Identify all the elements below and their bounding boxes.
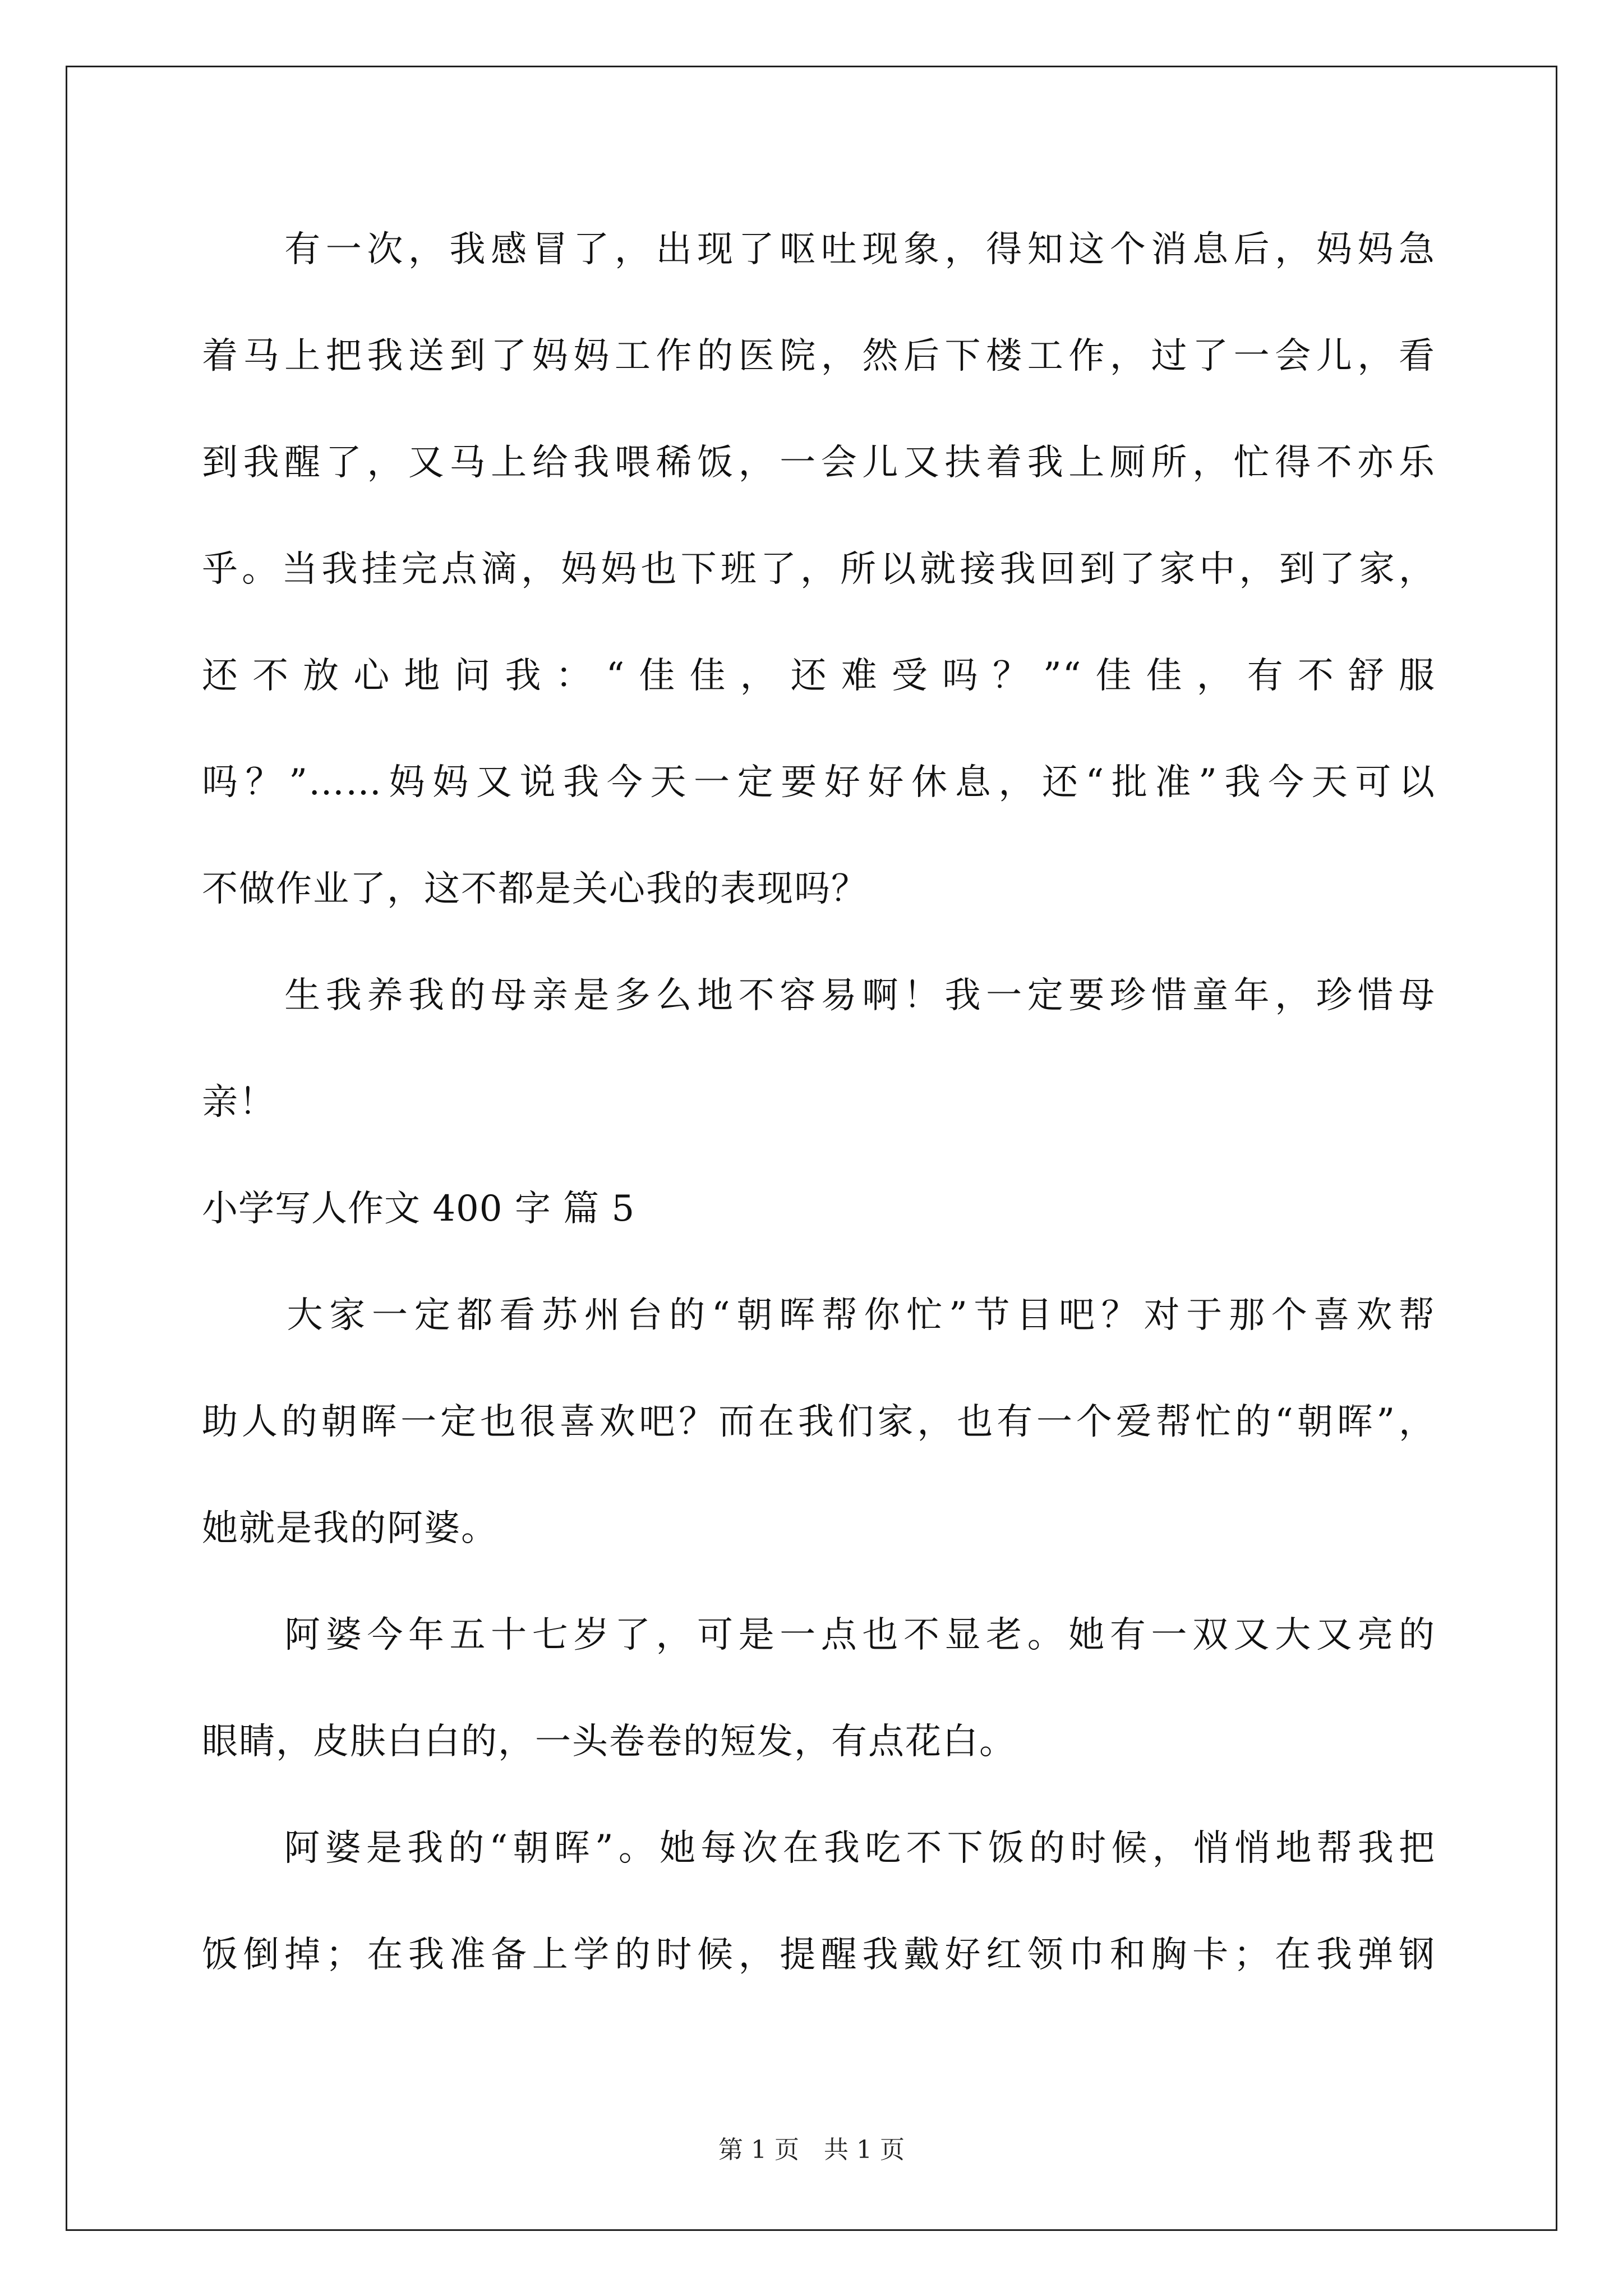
text-line: 助人的朝晖一定也很喜欢吧？而在我们家，也有一个爱帮忙的“朝晖”，	[202, 1401, 1436, 1443]
text-line: 饭倒掉；在我准备上学的时候，提醒我戴好红领巾和胸卡；在我弹钢	[202, 1934, 1436, 1976]
page-border	[66, 66, 1557, 2231]
text-line: 阿婆今年五十七岁了，可是一点也不显老。她有一双又大又亮的	[202, 1614, 1436, 1656]
text-line: 还不放心地问我：“佳佳，还难受吗？”“佳佳，有不舒服	[202, 655, 1436, 697]
text-line: 吗？”……妈妈又说我今天一定要好好休息，还“批准”我今天可以	[202, 762, 1436, 803]
text-line: 阿婆是我的“朝晖”。她每次在我吃不下饭的时候，悄悄地帮我把	[202, 1828, 1436, 1869]
text-line: 有一次，我感冒了，出现了呕吐现象，得知这个消息后，妈妈急	[202, 229, 1436, 270]
text-line: 眼睛，皮肤白白的，一头卷卷的短发，有点花白。	[202, 1721, 1016, 1763]
text-line: 生我养我的母亲是多么地不容易啊！我一定要珍惜童年，珍惜母	[202, 975, 1436, 1016]
section-heading: 小学写人作文 400 字 篇 5	[202, 1188, 635, 1230]
text-line: 大家一定都看苏州台的“朝晖帮你忙”节目吧？对于那个喜欢帮	[202, 1295, 1436, 1336]
text-line: 乎。当我挂完点滴，妈妈也下班了，所以就接我回到了家中，到了家，	[202, 549, 1436, 590]
text-line: 亲！	[202, 1082, 276, 1123]
text-line: 不做作业了，这不都是关心我的表现吗？	[202, 868, 868, 910]
text-line: 她就是我的阿婆。	[202, 1508, 498, 1549]
text-line: 着马上把我送到了妈妈工作的医院，然后下楼工作，过了一会儿，看	[202, 335, 1436, 377]
text-line: 到我醒了，又马上给我喂稀饭，一会儿又扶着我上厕所，忙得不亦乐	[202, 442, 1436, 484]
page-number-footer: 第 1 页 共 1 页	[718, 2136, 905, 2164]
